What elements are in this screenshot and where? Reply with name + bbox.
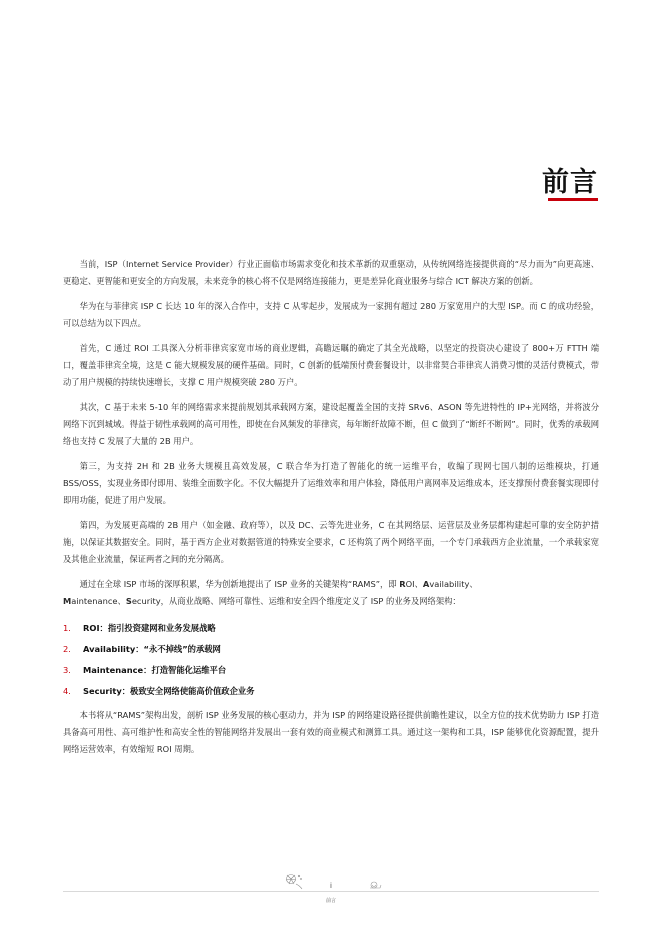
paragraph-2: 华为在与菲律宾 ISP C 长达 10 年的深入合作中，支持 C 从零起步，发展成为一家拥有超过 280 万家宽用户的大型 ISP。而 C 的成功经验，可以总结为以下四点。 (63, 301, 599, 328)
list-item (63, 681, 599, 702)
rams-word-availability: vailability、 (429, 579, 478, 589)
rams-letter-m: M (63, 596, 72, 606)
footer-divider (63, 891, 599, 892)
list-item (63, 639, 599, 660)
paragraph-5: 第三，为支持 2H 和 2B 业务大规模且高效发展，C 联合华为打造了智能化的统一运维平台，收编了现网七国八制的运维模块，打通 BSS/OSS，实现业务即付即用、装维全面数字化。不仅大幅提升了运维效率和用户体验，降低用户离网率及运维成本，还支撑预付费套餐实现即付即用功能，促进了用户发展。 (63, 461, 599, 505)
paragraph-1: 当前，ISP（Internet Service Provider）行业正面临市场需求变化和技术革新的双重驱动，从传统网络连接提供商的“尽力而为”向更高速、更稳定、更智能和更安全的方向发展，未来竞争的核心将不仅是网络连接能力，更是差异化商业服务与综合 ICT 解决方案的创新。 (63, 259, 599, 286)
list-text: Maintenance：打造智能化运维平台 (83, 665, 227, 675)
rams-intro-prefix: 通过在全球 ISP 市场的深厚积累，华为创新地提出了 ISP 业务的关键架构“RAMS”，即 (79, 579, 400, 589)
list-text: ROI：指引投资建网和业务发展战略 (83, 623, 216, 633)
list-number: 1. (63, 623, 71, 633)
list-item (63, 618, 599, 639)
closing-paragraph: 本书将从“RAMS”架构出发，剖析 ISP 业务发展的核心驱动力，并为 ISP 的网络建设路径提供前瞻性建议，以全方位的技术优势助力 ISP 打造具备高可用性、高可维护性和高安全性的智能网络并发展出一套有效的商业模式和测算工具。通过这一架构和工具，ISP 能够优化资源配置，提升网络运营效率，有效缩短 ROI 周期。 (63, 710, 599, 754)
paragraph-3: 首先，C 通过 ROI 工具深入分析菲律宾家宽市场的商业逻辑，高瞻远瞩的确定了其全光战略，以坚定的投资决心建设了 800+万 FTTH 端口，覆盖菲律宾全境，这是 C 能大规模发展的硬件基础。同时，C 创新的低端预付费套餐设计，以非常契合菲律宾人消费习惯的灵活付费模式，带动了用户规模的持续快速增长，支撑 C 用户规模突破 280 万户。 (63, 343, 599, 387)
list-text: Availability：“永不掉线”的承载网 (83, 644, 221, 654)
rams-list (63, 618, 599, 702)
rams-letter-s: S (125, 596, 132, 606)
title-underline (548, 198, 598, 201)
list-number: 2. (63, 644, 71, 654)
body-text (63, 256, 599, 766)
list-number: 3. (63, 665, 71, 675)
rams-intro-suffix: ecurity，从商业战略、网络可靠性、运维和安全四个维度定义了 ISP 的业务及网络架构： (131, 596, 461, 606)
footer-section-label: 前言 (325, 898, 336, 904)
rams-word-oi: OI、 (405, 579, 423, 589)
rams-intro-paragraph (63, 576, 599, 610)
page-number: i (330, 882, 332, 890)
rams-word-maintenance: aintenance、 (71, 596, 126, 606)
paragraph-4: 其次，C 基于未来 5-10 年的网络需求来提前规划其承载网方案，建设起覆盖全国的支持 SRv6、ASON 等先进特性的 IP+光网络，并将波分网络下沉到城域。得益于韧性承载网的高可用性，即使在台风频发的菲律宾，每年断纤故障不断，但 C 做到了“断纤不断网”。同时，优秀的承载网络也支持 C 发展了大量的 2B 用户。 (63, 402, 599, 446)
paragraph-6: 第四，为发展更高端的 2B 用户（如金融、政府等），以及 DC、云等先进业务，C 在其网络层、运营层及业务层都构建起可靠的安全防护措施，以保证其数据安全。同时，基于西方企业对数据管道的特殊安全要求，C 还构筑了两个网络平面，一个专门承载西方企业流量，一个承载家宽及其他企业流量，保证两者之间的充分隔离。 (63, 520, 599, 564)
rams-letter-a: A (422, 579, 430, 589)
rams-letter-r: R (399, 579, 406, 589)
list-number: 4. (63, 686, 71, 696)
list-item (63, 660, 599, 681)
page-title: 前言 (542, 167, 598, 198)
list-text: Security：极致安全网络使能高价值政企业务 (83, 686, 255, 696)
